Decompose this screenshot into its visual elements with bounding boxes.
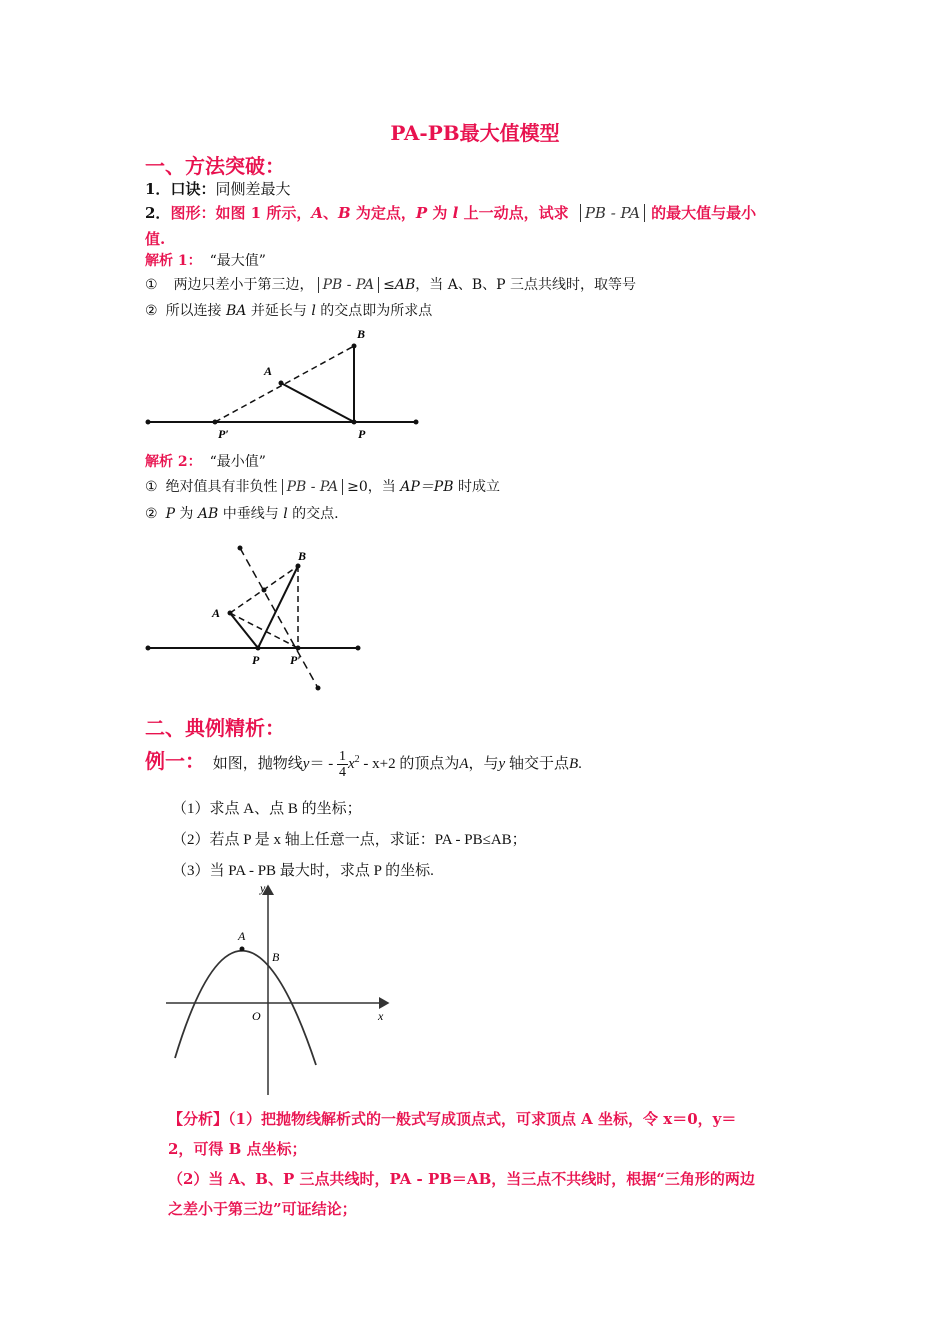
analysis2-line2-num: ② <box>145 506 158 522</box>
analysis1-line1-a: 两边只差小于第三边， <box>173 277 314 293</box>
analysis2-line2-AB: AB <box>197 506 219 522</box>
analysis2-line1 <box>145 476 500 496</box>
fig3-label-o: O <box>252 1009 261 1023</box>
item2-num: 2． <box>145 204 171 222</box>
item2-text-a: 如图 1 所示， <box>215 204 312 222</box>
fig2-right-end <box>356 646 361 651</box>
analysis1-line1 <box>145 274 636 294</box>
analysis1-line1-abs: PB - PA <box>318 277 380 293</box>
analysis1-line2-a: 所以连接 <box>165 303 227 319</box>
example1-sup: 2 <box>354 754 360 765</box>
question-3: （3）当 PA - PB 最大时，求点 P 的坐标. <box>172 863 434 879</box>
figure1 <box>140 322 430 442</box>
fig2-label-a: A <box>212 606 221 620</box>
item2-text-b: 为定点， <box>350 204 416 222</box>
analysis2-line1-c: 时成立 <box>453 479 500 495</box>
fig1-point-pp <box>213 420 218 425</box>
item2-text-f: 值. <box>145 230 166 248</box>
fig2-point-a <box>228 611 233 616</box>
fig3-label-a: A <box>238 929 246 943</box>
fig2-point-b <box>296 564 301 569</box>
example1-rest: - x+2 的顶点为 <box>359 756 460 772</box>
fig1-label-b: B <box>357 327 366 341</box>
analysis2-line1-abs: PB - PA <box>282 479 344 495</box>
example1-label: 例一： <box>145 749 205 773</box>
analysis2-line2-l: l <box>283 506 288 522</box>
fig2-bisector-bottom <box>316 686 321 691</box>
figure2 <box>140 538 370 698</box>
analysis1-line1-b: ≤ <box>383 277 395 293</box>
example1-dot: . <box>578 756 582 772</box>
example-analysis-p2: （2）当 A、B、P 三点共线时，PA - PB＝AB，当三点不共线时，根据“三角形的两边 <box>168 1170 755 1188</box>
item2-text-c: 为 <box>427 204 453 222</box>
analysis2-header <box>145 451 266 471</box>
analysis1-line1-num: ① <box>145 277 158 293</box>
item2-abs-expr: PB - PA <box>580 204 645 222</box>
analysis1-line2-c: 的交点即为所求点 <box>315 303 433 319</box>
example1-A: A <box>459 756 469 772</box>
section1-heading: 一、方法突破： <box>145 154 285 178</box>
item1 <box>145 178 290 199</box>
fig2-point-pp <box>296 646 301 651</box>
analysis2-line1-b: ≥0，当 <box>347 479 401 495</box>
example1-y2: y <box>498 756 506 772</box>
fig2-pb-line <box>258 566 298 648</box>
figure3-parabola <box>160 880 400 1100</box>
example-analysis-label: 【分析】 <box>168 1110 229 1128</box>
example1-B: B <box>568 756 579 772</box>
analysis1-quote: “最大值” <box>209 253 266 269</box>
item2-l: l <box>452 204 459 222</box>
analysis1-header <box>145 250 266 270</box>
fig2-label-p: P <box>252 653 260 667</box>
fig3-label-b: B <box>272 950 280 964</box>
item2-sep: 、 <box>322 204 338 222</box>
example1-frac-num: 1 <box>338 749 346 765</box>
fig1-label-a: A <box>264 364 273 378</box>
example1-statement <box>145 745 582 780</box>
analysis2-line2-b: 中垂线与 <box>218 506 284 522</box>
analysis2-line1-num: ① <box>145 479 158 495</box>
example-analysis-p2b: 之差小于第三边”可证结论； <box>168 1200 357 1218</box>
item1-num: 1． <box>145 180 171 198</box>
fig2-app-dashed <box>230 613 298 648</box>
item1-label: 口诀： <box>170 180 216 198</box>
fig2-bisector-top <box>238 546 243 551</box>
fig1-label-pp: P′ <box>218 427 229 441</box>
fig2-label-pp: P′ <box>290 653 301 667</box>
analysis1-line2 <box>145 300 432 320</box>
question-2: （2）若点 P 是 x 轴上任意一点，求证：PA - PB≤AB； <box>172 832 527 848</box>
item2-text-e: 的最大值与最小 <box>651 204 757 222</box>
analysis2-line1-eq: AP＝PB <box>400 479 454 495</box>
example-analysis-p1: （1）把抛物线解析式的一般式写成顶点式，可求顶点 A 坐标，令 x＝0，y＝ <box>228 1110 737 1128</box>
example-analysis-line1 <box>168 1108 736 1129</box>
analysis1-line1-AB: AB <box>394 277 416 293</box>
analysis2-quote: “最小值” <box>209 454 266 470</box>
analysis1-line1-c: ，当 A、B、P 三点共线时，取等号 <box>415 277 637 293</box>
section2-heading: 二、典例精析： <box>145 716 285 740</box>
fig1-right-end <box>414 420 419 425</box>
analysis1-line2-num: ② <box>145 303 158 319</box>
fig1-point-p <box>352 420 357 425</box>
fig3-label-x: x <box>378 1009 384 1023</box>
example1-mid: ，与 <box>468 756 499 772</box>
fig2-point-p <box>256 646 261 651</box>
item2-B: B <box>338 204 351 222</box>
fig3-parabola-curve <box>175 951 316 1065</box>
fig2-midpoint <box>262 588 267 593</box>
fig1-ap-line <box>281 383 354 422</box>
fig2-ap-line <box>230 613 258 648</box>
page-title: PA-PB最大值模型 <box>390 121 560 145</box>
fig3-label-y: y <box>260 881 266 895</box>
analysis2-label: 解析 2： <box>145 454 202 470</box>
example1-eq: ＝ - <box>309 756 334 772</box>
example-analysis-p1b: 2，可得 B 点坐标； <box>168 1140 307 1158</box>
fig1-label-p: P <box>358 427 366 441</box>
example1-x: x <box>347 756 355 772</box>
item2-text-d: 上一动点，试求 <box>458 204 569 222</box>
item2-A: A <box>311 204 323 222</box>
example1-frac-den: 4 <box>338 765 346 781</box>
example1-intro: 如图，抛物线 <box>212 756 303 772</box>
analysis1-line2-l: l <box>311 303 316 319</box>
item2 <box>145 202 756 223</box>
fig2-left-end <box>146 646 151 651</box>
item1-text: 同侧差最大 <box>215 180 291 198</box>
analysis2-line1-a: 绝对值具有非负性 <box>165 479 278 495</box>
fig1-point-b <box>352 344 357 349</box>
analysis2-line2 <box>145 503 339 523</box>
example1-end: 轴交于点 <box>505 756 569 772</box>
analysis2-line2-a: 为 <box>174 506 198 522</box>
item2-label: 图形： <box>170 204 216 222</box>
fig3-vertex-a <box>240 947 245 952</box>
example1-y: y <box>302 756 310 772</box>
analysis2-line2-P: P <box>165 506 175 522</box>
fig2-perp-bisector <box>240 548 318 688</box>
analysis1-line2-BA: BA <box>226 303 247 319</box>
question-1: （1）求点 A、点 B 的坐标； <box>172 801 362 817</box>
item2-P: P <box>415 204 428 222</box>
fig1-left-end <box>146 420 151 425</box>
fig1-point-a <box>279 381 284 386</box>
fig2-label-b: B <box>298 549 307 563</box>
example1-fraction <box>337 749 348 780</box>
analysis1-label: 解析 1： <box>145 253 202 269</box>
analysis1-line2-b: 并延长与 <box>246 303 312 319</box>
analysis2-line2-c: 的交点. <box>287 506 339 522</box>
